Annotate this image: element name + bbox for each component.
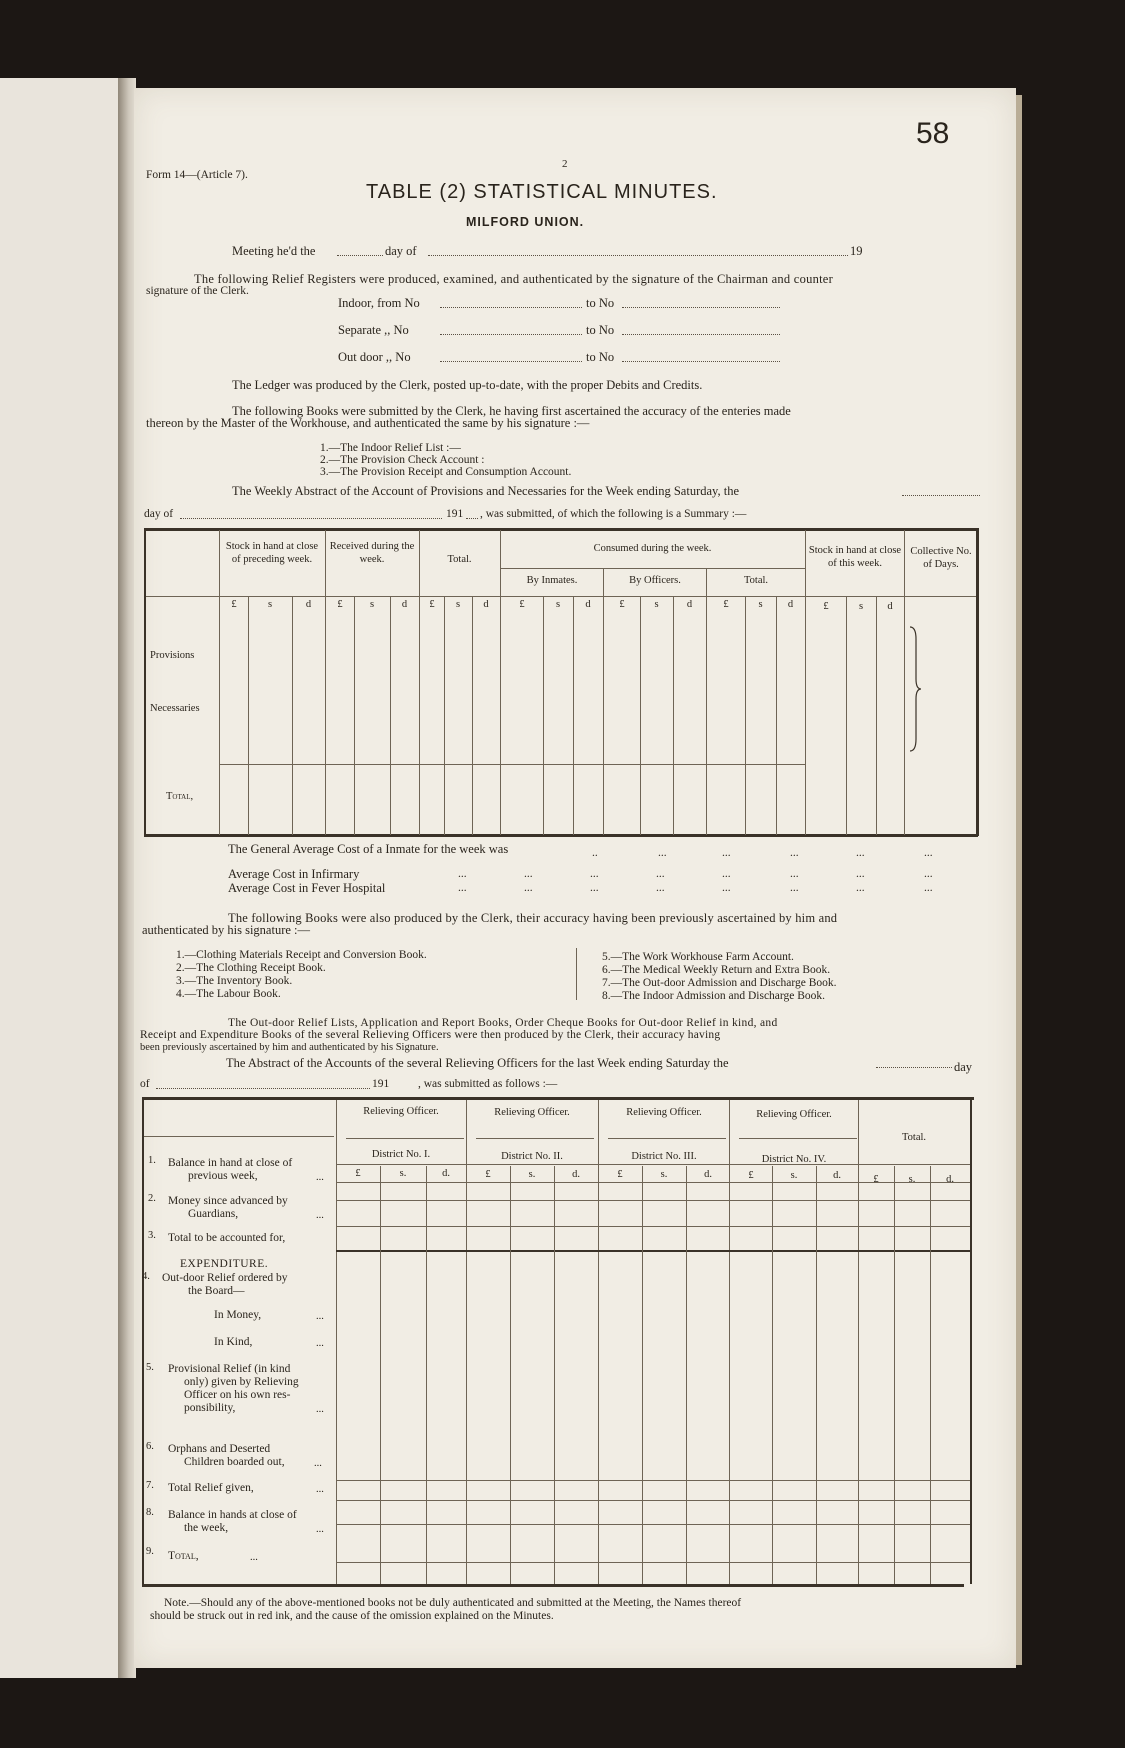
- total-header: Total.: [901, 1132, 927, 1143]
- avg-cost-leader: ...: [790, 882, 799, 894]
- register-separate-to-blank: [622, 334, 780, 335]
- avg-cost-leader: ...: [722, 868, 731, 880]
- abstract-date-blank: [876, 1067, 952, 1068]
- header-stock-previous: Stock in hand at close of preceding week.: [225, 541, 319, 565]
- avg-cost-leader: ...: [924, 868, 933, 880]
- register-separate-from-blank: [440, 334, 582, 335]
- avg-cost-leader: ...: [924, 882, 933, 894]
- row-grand-total: Total,: [168, 1550, 199, 1562]
- row-necessaries: Necessaries: [150, 703, 200, 714]
- register-separate-label: Separate ,, No: [338, 323, 409, 337]
- abstract-month-blank: [156, 1088, 370, 1089]
- money-shilling: s: [455, 599, 461, 610]
- avg-cost-leader: ...: [856, 847, 865, 859]
- avg-cost-leader: ..: [592, 847, 598, 859]
- row-provisional-relief-3: Officer on his own res-: [184, 1389, 291, 1401]
- district-header-3: District No. III.: [631, 1151, 697, 1162]
- avg-cost-leader: ...: [458, 868, 467, 880]
- row-in-money: In Money,: [214, 1309, 262, 1321]
- district-header-4: District No. IV.: [761, 1154, 827, 1165]
- row-money-advanced: Money since advanced by: [168, 1195, 288, 1207]
- small-page-number: 2: [562, 158, 568, 170]
- money-shilling: s: [555, 599, 561, 610]
- avg-cost-leader: ...: [722, 847, 731, 859]
- money-pound: £: [231, 599, 237, 610]
- money-pence: d.: [833, 1170, 841, 1181]
- money-pound: £: [355, 1168, 361, 1179]
- footnote-2: should be struck out in red ink, and the cause of the omission explained on the Minutes.: [150, 1610, 554, 1622]
- money-shilling: s.: [790, 1170, 798, 1181]
- row-provisional-relief-2: only) given by Relieving: [184, 1376, 299, 1388]
- row-number: 8.: [146, 1507, 154, 1518]
- money-shilling: s: [858, 601, 864, 612]
- books2-item-4: 4.—The Labour Book.: [176, 988, 281, 1000]
- books2-divider: [576, 948, 577, 1000]
- union-name: MILFORD UNION.: [466, 215, 585, 229]
- money-shilling: s.: [660, 1169, 668, 1180]
- money-shilling: s: [654, 599, 659, 610]
- register-outdoor-to-label: to No: [586, 350, 615, 364]
- books2-item-3: 3.—The Inventory Book.: [176, 975, 293, 987]
- row-in-kind: In Kind,: [214, 1336, 253, 1348]
- money-shilling: s.: [399, 1168, 407, 1179]
- avg-cost-fever-hospital: Average Cost in Fever Hospital: [228, 881, 386, 895]
- outdoor-text-1: The Out-door Relief Lists, Application and Report Books, Order Cheque Books for Out-door Relief in kind, and: [228, 1017, 778, 1029]
- header-stock-close: Stock in hand at close of this week.: [808, 545, 902, 569]
- abstract-day-label: day: [954, 1060, 973, 1074]
- abstract-text: The Abstract of the Accounts of the several Relieving Officers for the last Week ending Saturday the: [226, 1056, 729, 1070]
- row-outdoor-relief: Out-door Relief ordered by: [162, 1272, 288, 1284]
- row-money-advanced-2: Guardians,: [188, 1208, 239, 1220]
- page-edge: [1016, 95, 1022, 1665]
- money-pound: £: [519, 599, 525, 610]
- avg-cost-leader: ...: [722, 882, 731, 894]
- officer-header-3: Relieving Officer.: [626, 1107, 702, 1118]
- row-balance-close: Balance in hands at close of: [168, 1509, 297, 1521]
- row-provisional-relief: Provisional Relief (in kind: [168, 1363, 291, 1375]
- row-balance-prev-2: previous week,: [188, 1170, 258, 1182]
- avg-cost-leader: ...: [524, 882, 533, 894]
- money-pound: £: [748, 1170, 754, 1181]
- money-pound: £: [873, 1174, 879, 1185]
- avg-cost-leader: ...: [524, 868, 533, 880]
- district-header-1: District No. I.: [371, 1149, 431, 1160]
- books-list-item-3: 3.—The Provision Receipt and Consumption Account.: [320, 466, 572, 478]
- avg-cost-leader: ...: [790, 847, 799, 859]
- document-title: TABLE (2) STATISTICAL MINUTES.: [366, 181, 718, 203]
- books2-item-8: 8.—The Indoor Admission and Discharge Book.: [602, 990, 826, 1002]
- money-shilling: s: [758, 599, 763, 610]
- header-total: Total.: [447, 554, 472, 565]
- books2-intro: The following Books were also produced by the Clerk, their accuracy having been previously ascertained by him and: [228, 911, 838, 925]
- books2-intro-2: authenticated by his signature :—: [142, 923, 311, 937]
- row-number: 2.: [148, 1193, 156, 1204]
- register-outdoor-to-blank: [622, 361, 780, 362]
- row-number: 5.: [146, 1362, 154, 1373]
- row-leader: ...: [314, 1458, 322, 1469]
- meeting-year-label: 19: [850, 244, 863, 258]
- money-pound: £: [485, 1169, 491, 1180]
- money-shilling: s.: [908, 1174, 916, 1185]
- officer-header-1: Relieving Officer.: [363, 1106, 439, 1117]
- abstract-of-label: of: [140, 1078, 150, 1090]
- weekly-abstract-dayof: day of: [144, 508, 174, 520]
- money-pence: d.: [946, 1174, 954, 1185]
- row-leader: ...: [316, 1524, 324, 1535]
- register-indoor-label: Indoor, from No: [338, 296, 420, 310]
- money-shilling: s.: [528, 1169, 536, 1180]
- register-indoor-from-blank: [440, 307, 582, 308]
- row-leader: ...: [316, 1210, 324, 1221]
- weekly-abstract-month-blank: [180, 518, 442, 519]
- row-orphans: Orphans and Deserted: [168, 1443, 271, 1455]
- avg-cost-leader: ...: [856, 868, 865, 880]
- brace-icon: [908, 625, 922, 753]
- relief-registers-intro-2: signature of the Clerk.: [146, 285, 249, 297]
- row-balance-close-2: the week,: [184, 1522, 229, 1534]
- header-collective-days: Collective No. of Days.: [910, 546, 972, 570]
- books2-item-7: 7.—The Out-door Admission and Discharge Book.: [602, 977, 837, 989]
- weekly-abstract-year: 191: [446, 508, 464, 520]
- money-shilling: s: [267, 599, 273, 610]
- money-shilling: s: [369, 599, 375, 610]
- money-pence: d.: [704, 1169, 712, 1180]
- money-pound: £: [617, 1169, 623, 1180]
- money-pence: d.: [572, 1169, 580, 1180]
- money-pound: £: [823, 601, 829, 612]
- money-pound: £: [429, 599, 435, 610]
- meeting-date-blank: [337, 255, 383, 256]
- row-balance-prev: Balance in hand at close of: [168, 1157, 293, 1169]
- register-outdoor-from-blank: [440, 361, 582, 362]
- district-header-2: District No. II.: [501, 1151, 563, 1162]
- abstract-submitted: , was submitted as follows :—: [418, 1078, 558, 1090]
- abstract-year: 191: [372, 1078, 390, 1090]
- row-number: 4.: [142, 1271, 150, 1282]
- money-pence: d: [305, 599, 312, 610]
- avg-cost-leader: ...: [656, 882, 665, 894]
- register-separate-to-label: to No: [586, 323, 615, 337]
- row-outdoor-relief-2: the Board—: [188, 1285, 245, 1297]
- row-number: 1.: [148, 1155, 156, 1166]
- avg-cost-leader: ...: [590, 868, 599, 880]
- row-provisions: Provisions: [150, 650, 195, 661]
- register-indoor-to-label: to No: [586, 296, 615, 310]
- officer-header-4: Relieving Officer.: [756, 1109, 832, 1120]
- outdoor-text-3: been previously ascertained by him and authenticated by his Signature.: [140, 1042, 439, 1053]
- footnote: Note.—Should any of the above-mentioned books not be duly authenticated and submitted at the Meeting, the Names thereof: [164, 1597, 742, 1609]
- weekly-abstract-date-blank: [902, 495, 980, 496]
- facing-page: [0, 78, 129, 1678]
- avg-cost-leader: ...: [656, 868, 665, 880]
- money-pence: d: [887, 601, 893, 612]
- row-total-relief: Total Relief given,: [168, 1482, 254, 1494]
- row-leader: ...: [316, 1484, 324, 1495]
- header-consumed: Consumed during the week.: [593, 543, 712, 554]
- avg-cost-leader: ...: [924, 847, 933, 859]
- relief-registers-intro: The following Relief Registers were produced, examined, and authenticated by the signature of the Chairman and counter: [194, 272, 834, 286]
- money-pence: d: [483, 599, 489, 610]
- register-indoor-to-blank: [622, 307, 780, 308]
- form-label: Form 14—(Article 7).: [146, 169, 248, 181]
- weekly-abstract-year-blank: [466, 518, 478, 519]
- row-provisional-relief-4: ponsibility,: [184, 1402, 236, 1414]
- outdoor-text-2: Receipt and Expenditure Books of the several Relieving Officers were then produced by the Clerk, their accuracy having: [140, 1029, 721, 1041]
- avg-cost-leader: ...: [790, 868, 799, 880]
- row-number: 7.: [146, 1480, 154, 1491]
- page-number: 58: [916, 117, 950, 150]
- avg-cost-leader: ...: [458, 882, 467, 894]
- books2-item-2: 2.—The Clothing Receipt Book.: [176, 962, 326, 974]
- row-leader: ...: [316, 1172, 324, 1183]
- money-pound: £: [619, 599, 625, 610]
- books2-item-1: 1.—Clothing Materials Receipt and Conversion Book.: [176, 949, 427, 961]
- header-consumed-total: Total.: [743, 575, 769, 586]
- row-leader: ...: [316, 1404, 324, 1415]
- money-pence: d: [585, 599, 591, 610]
- meeting-month-blank: [428, 255, 848, 256]
- books2-item-6: 6.—The Medical Weekly Return and Extra Book.: [602, 964, 831, 976]
- books2-item-5: 5.—The Work Workhouse Farm Account.: [602, 951, 794, 963]
- meeting-dayof-label: day of: [385, 244, 417, 258]
- books-list-item-1: 1.—The Indoor Relief List :—: [320, 442, 461, 454]
- meeting-label: Meeting he'd the: [232, 244, 316, 258]
- money-pound: £: [337, 599, 343, 610]
- money-pound: £: [723, 599, 729, 610]
- row-total-accounted: Total to be accounted for,: [168, 1232, 286, 1244]
- row-leader: ...: [250, 1552, 258, 1563]
- books-list-item-2: 2.—The Provision Check Account :: [320, 454, 485, 466]
- officer-header-2: Relieving Officer.: [494, 1107, 570, 1118]
- books-intro: The following Books were submitted by the Clerk, he having first ascertained the accuracy of the enteries made: [232, 404, 791, 418]
- row-leader: ...: [316, 1311, 324, 1322]
- header-received: Received during the week.: [329, 541, 415, 565]
- register-outdoor-label: Out door ,, No: [338, 350, 411, 364]
- money-pence: d: [401, 599, 408, 610]
- money-pence: d: [787, 599, 794, 610]
- money-pence: d.: [442, 1168, 450, 1179]
- avg-cost-leader: ...: [590, 882, 599, 894]
- header-by-inmates: By Inmates.: [526, 575, 578, 586]
- row-number: 3.: [148, 1230, 156, 1241]
- row-orphans-2: Children boarded out,: [184, 1456, 285, 1468]
- header-by-officers: By Officers.: [629, 575, 681, 586]
- row-total: Total,: [166, 791, 194, 802]
- weekly-abstract-submitted: , was submitted, of which the following is a Summary :—: [480, 508, 747, 520]
- avg-cost-leader: ...: [856, 882, 865, 894]
- ledger-text: The Ledger was produced by the Clerk, posted up-to-date, with the proper Debits and Credits.: [232, 378, 703, 392]
- books-intro-2: thereon by the Master of the Workhouse, and authenticated the same by his signature :—: [146, 416, 590, 430]
- avg-cost-general: The General Average Cost of a Inmate for the week was: [228, 842, 509, 856]
- row-number: 6.: [146, 1441, 154, 1452]
- weekly-abstract-text: The Weekly Abstract of the Account of Provisions and Necessaries for the Week ending Saturday, the: [232, 484, 739, 498]
- row-number: 9.: [146, 1546, 154, 1557]
- money-pence: d: [686, 599, 693, 610]
- expenditure-heading: EXPENDITURE.: [180, 1258, 269, 1270]
- avg-cost-leader: ...: [658, 847, 667, 859]
- row-leader: ...: [316, 1338, 324, 1349]
- avg-cost-infirmary: Average Cost in Infirmary: [228, 867, 360, 881]
